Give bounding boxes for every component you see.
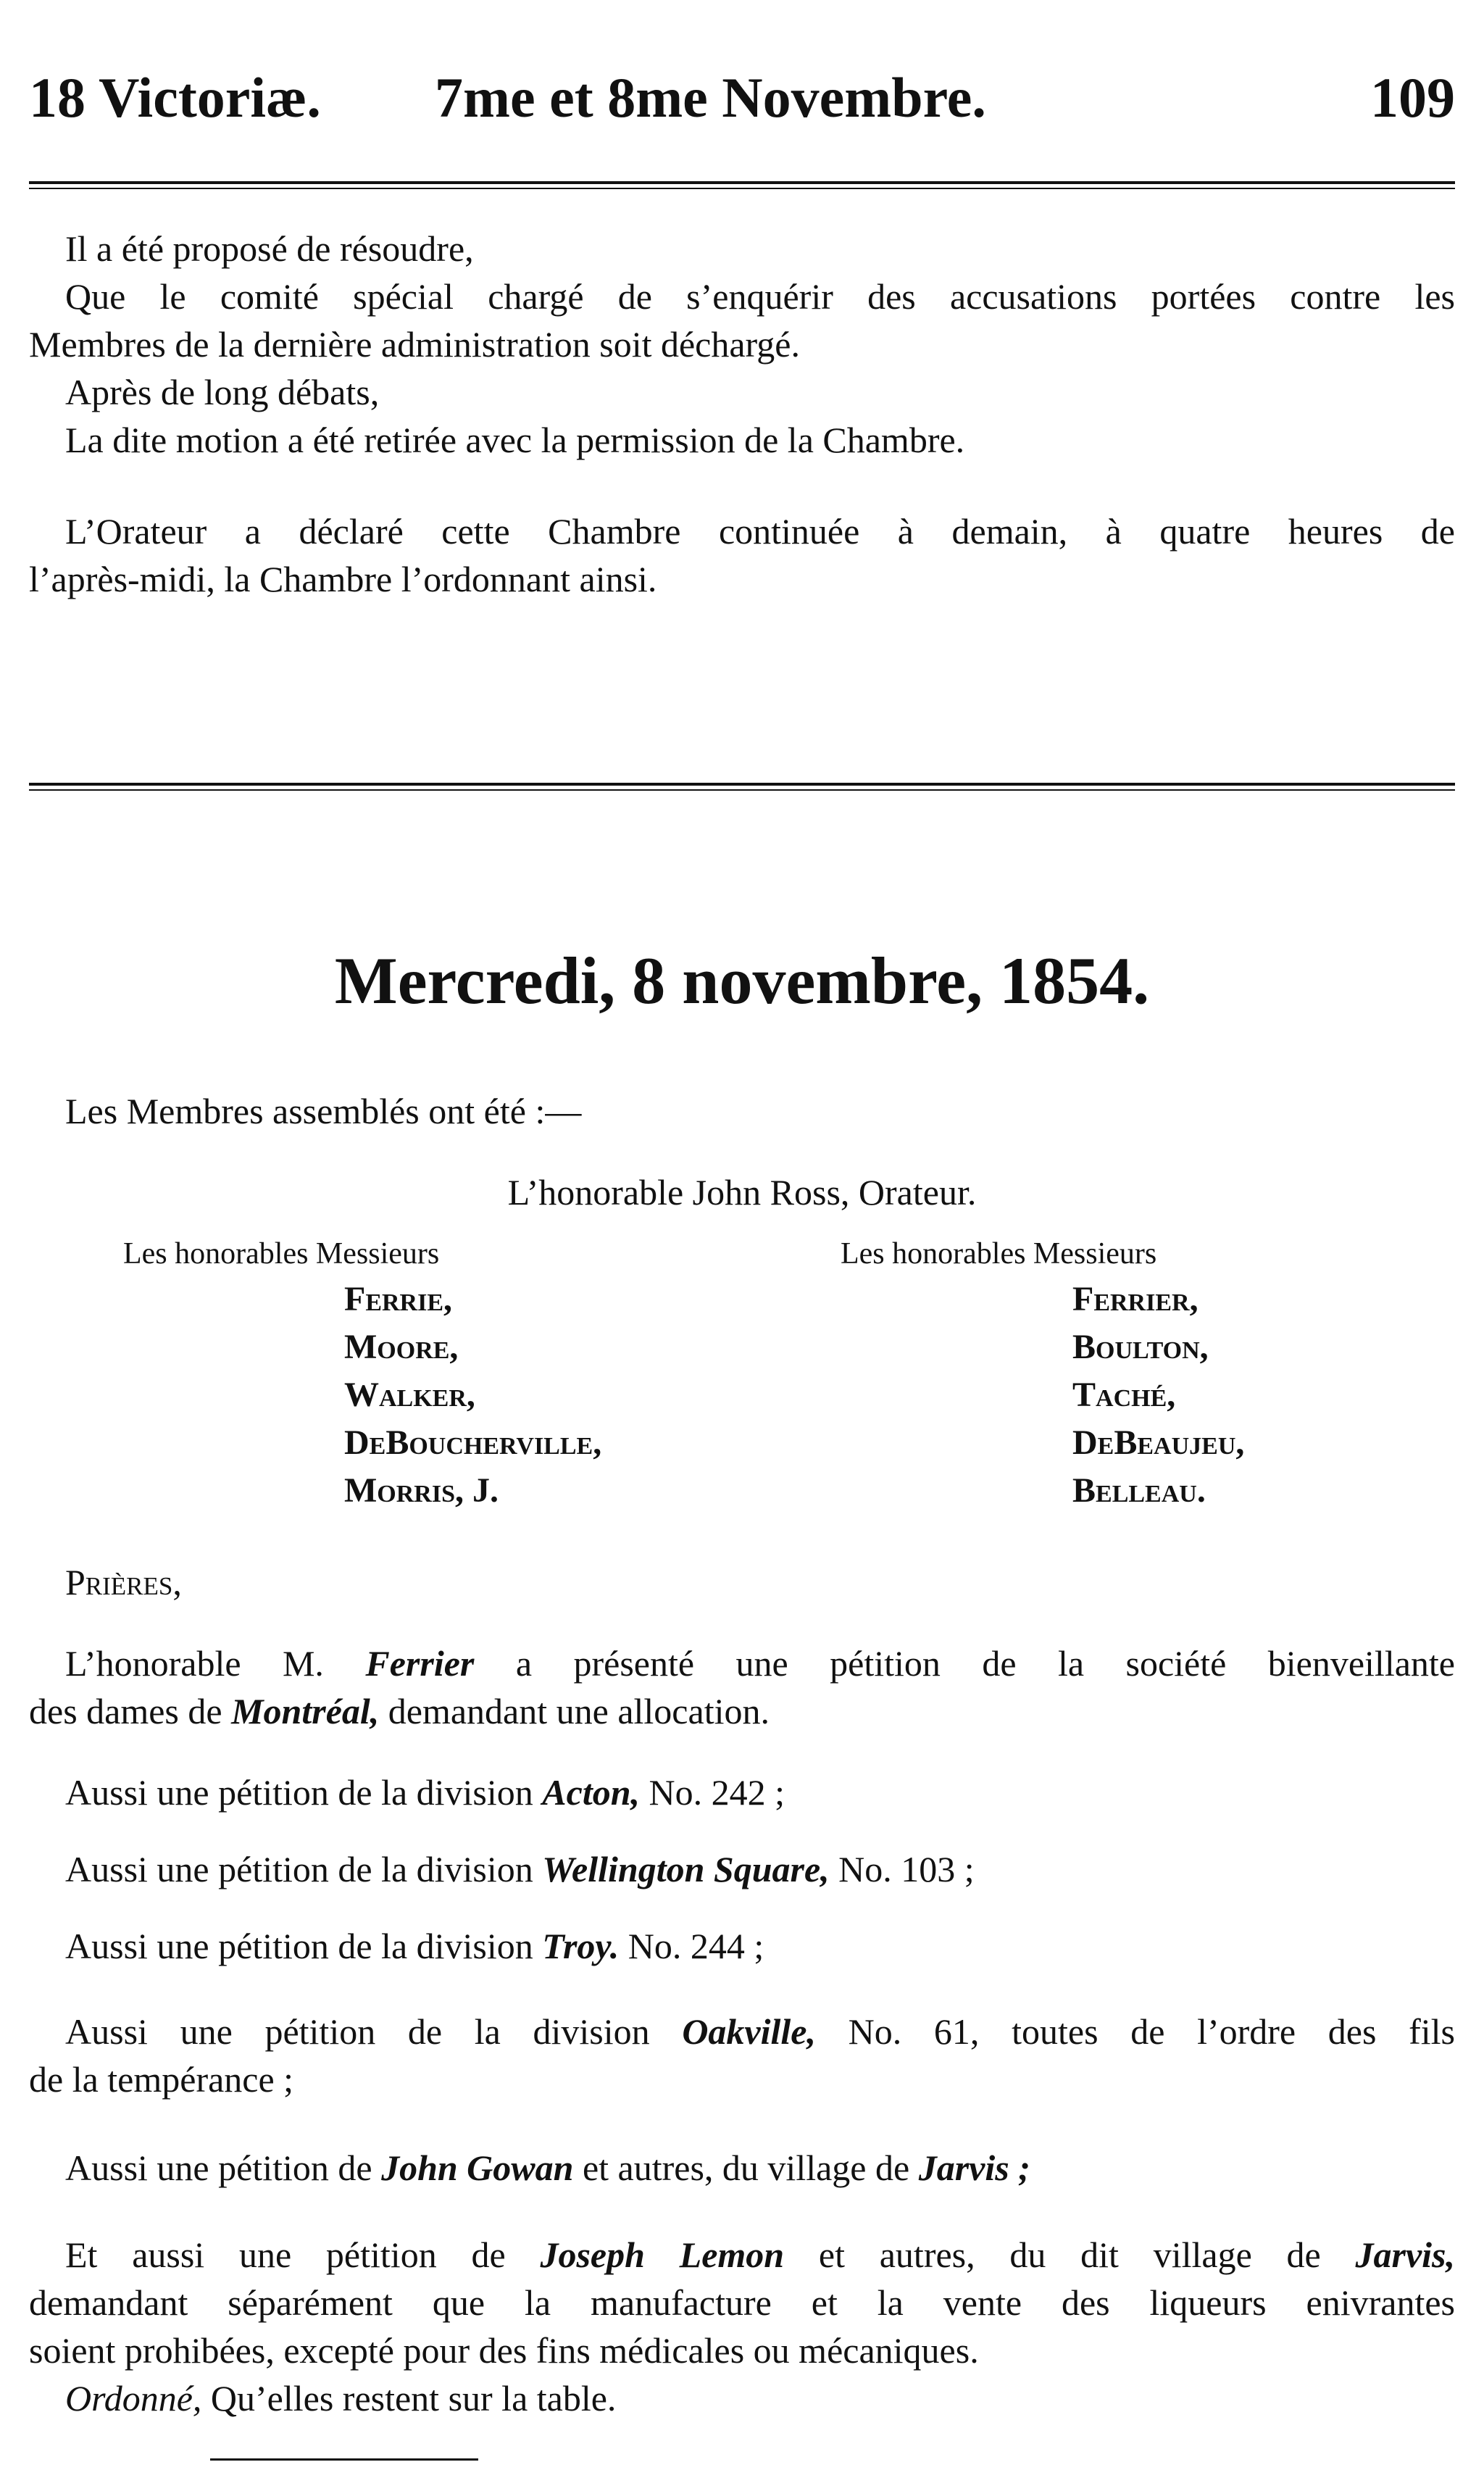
header-dates: 7me et 8me Novembre.: [435, 66, 986, 129]
header-reign: 18 Victoriæ.: [29, 66, 321, 129]
member-name: Ferrie,: [344, 1280, 453, 1318]
page-number: 109: [1370, 66, 1455, 129]
running-header: [29, 58, 1455, 138]
member-name: Boulton,: [1072, 1328, 1209, 1366]
para-motion-line1: Que le comité spécial chargé de s’enquérir des accusations portées contre les: [65, 276, 1455, 317]
members-left-column: [123, 1232, 775, 1515]
petition-6: Aussi une pétition de John Gowan et autres, du village de Jarvis ;: [65, 2147, 1030, 2188]
petition-1-line1: L’honorable M. Ferrier a présenté une pétition de la société bienveillante: [65, 1643, 1455, 1684]
petition-3: Aussi une pétition de la division Wellington Square, No. 103 ;: [65, 1849, 975, 1889]
para-adjourn-line2: l’après-midi, la Chambre l’ordonnant ainsi.: [29, 559, 657, 599]
petition-7-line3: soient prohibées, excepté pour des fins médicales ou mécaniques.: [29, 2330, 979, 2371]
petition-5-line2: de la tempérance ;: [29, 2059, 294, 2100]
members-right-heading: Les honorables Messieurs: [841, 1237, 1157, 1271]
para-speaker: L’honorable John Ross, Orateur.: [507, 1172, 977, 1213]
member-name: Ferrier,: [1072, 1280, 1199, 1318]
member-name: DeBoucherville,: [344, 1423, 602, 1462]
member-name: Belleau.: [1072, 1471, 1206, 1510]
para-debates: Après de long débats,: [65, 372, 380, 412]
para-proposed: Il a été proposé de résoudre,: [65, 228, 474, 269]
petition-7-line2: demandant séparément que la manufacture et la vente des liqueurs enivrantes: [29, 2282, 1455, 2323]
para-adjourn-line1: L’Orateur a déclaré cette Chambre continuée à demain, à quatre heures de: [65, 511, 1455, 552]
header-rule: [29, 181, 1455, 189]
para-prayers: Prières,: [65, 1562, 182, 1602]
members-right-column: [841, 1232, 1420, 1515]
member-name: Walker,: [344, 1376, 475, 1414]
petition-1-line2: des dames de Montréal, demandant une allocation.: [29, 1691, 770, 1731]
para-withdrawn: La dite motion a été retirée avec la permission de la Chambre.: [65, 420, 965, 460]
petition-4: Aussi une pétition de la division Troy. No. 244 ;: [65, 1926, 764, 1966]
para-ordered: Ordonné, Qu’elles restent sur la table.: [65, 2378, 617, 2419]
para-motion-line2: Membres de la dernière administration soit déchargé.: [29, 324, 800, 365]
petition-5-line1: Aussi une pétition de la division Oakville, No. 61, toutes de l’ordre des fils: [65, 2011, 1455, 2052]
petition-7-line1: Et aussi une pétition de Joseph Lemon et autres, du dit village de Jarvis,: [65, 2234, 1455, 2275]
members-left-heading: Les honorables Messieurs: [123, 1237, 440, 1271]
footer-rule: [210, 2458, 478, 2461]
member-name: Taché,: [1072, 1376, 1176, 1414]
para-assembled: Les Membres assemblés ont été :—: [65, 1091, 582, 1131]
section-rule: [29, 783, 1455, 791]
member-name: Moore,: [344, 1328, 459, 1366]
petition-2: Aussi une pétition de la division Acton, No. 242 ;: [65, 1772, 785, 1813]
section-title: Mercredi, 8 novembre, 1854.: [334, 944, 1150, 1018]
member-name: DeBeaujeu,: [1072, 1423, 1245, 1462]
member-name: Morris, J.: [344, 1471, 499, 1510]
